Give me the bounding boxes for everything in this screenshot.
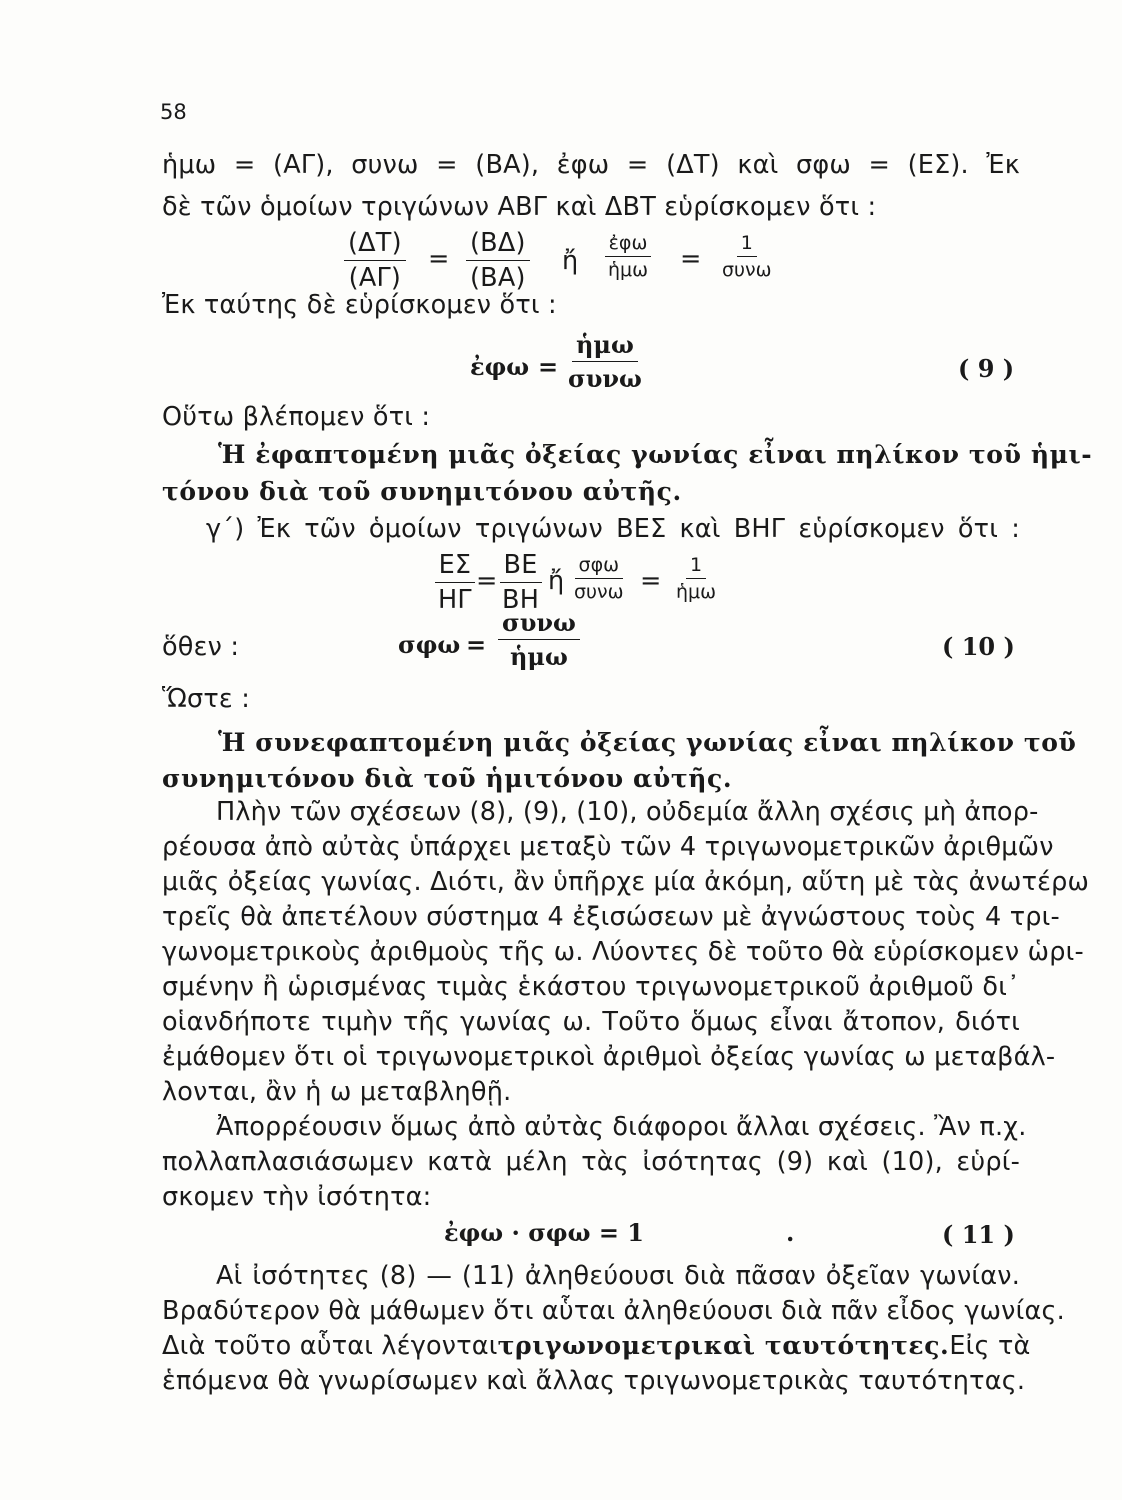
theorem-line: συνημιτόνου διὰ τοῦ ἡμιτόνου αὐτῆς. xyxy=(162,764,733,793)
text-run: Εἰς τὰ xyxy=(949,1331,1031,1361)
text-line: ἡμω = (ΑΓ), συνω = (ΒΑ), ἐφω = (ΔΤ) καὶ σφω = (ΕΣ). Ἐκ xyxy=(162,150,1020,180)
text-run: Διὰ τοῦτο αὗται λέγονται xyxy=(162,1331,498,1361)
paragraph-line: οἱανδήποτε τιμὴν τῆς γωνίας ω. Τοῦτο ὅμως εἶναι ἄτοπον, διότι xyxy=(162,1007,1020,1037)
or-word: ἤ xyxy=(548,566,565,596)
paragraph-line: Βραδύτερον θὰ μάθωμεν ὅτι αὗται ἀληθεύουσι διὰ πᾶν εἶδος γωνίας. xyxy=(162,1296,1065,1326)
text-line: Ἐκ ταύτης δὲ εὑρίσκομεν ὅτι : xyxy=(162,290,557,320)
equals-sign: = xyxy=(640,566,662,596)
paragraph-line: ρέουσα ἀπὸ αὐτὰς ὑπάρχει μεταξὺ τῶν 4 τριγωνομετρικῶν ἀριθμῶν xyxy=(162,832,1054,862)
equals-sign: = xyxy=(428,244,450,274)
fraction-1-imo: 1 ἡμω xyxy=(676,554,717,603)
or-word: ἤ xyxy=(562,246,579,276)
theorem-line: τόνου διὰ τοῦ συνημιτόνου αὐτῆς. xyxy=(162,477,682,506)
fraction-1-syno: 1 συνω xyxy=(722,232,772,281)
emphasized-term: τριγωνομετρικαὶ ταυτότητες. xyxy=(497,1331,950,1360)
paragraph-line: σκομεν τὴν ἰσότητα: xyxy=(162,1182,432,1212)
text-line: ὅθεν : xyxy=(162,632,240,662)
text-line: Ὥστε : xyxy=(162,684,250,714)
text-line: δὲ τῶν ὁμοίων τριγώνων ΑΒΓ καὶ ΔΒΤ εὑρίσκομεν ὅτι : xyxy=(162,192,877,222)
fraction-syno-imo: συνω ἡμω xyxy=(498,608,580,671)
fraction-dt-ag: $\frac{(\Delta T)}{(A\Gamma)}$ xyxy=(344,228,406,293)
paragraph-line: Αἱ ἰσότητες (8) — (11) ἀληθεύουσι διὰ πᾶσαν ὀξεῖαν γωνίαν. xyxy=(216,1261,1020,1291)
equation-expression: ἐφω · σφω = 1 xyxy=(444,1218,645,1247)
equation-number: ( 11 ) xyxy=(942,1220,1015,1249)
fraction-es-ig: $\frac{E\Sigma}{H\Gamma}$ xyxy=(434,550,476,615)
fraction-efo-imo: ἐφω ἡμω xyxy=(604,232,652,281)
equals-sign: = xyxy=(680,244,702,274)
paragraph-line: Πλὴν τῶν σχέσεων (8), (9), (10), οὐδεμία ἄλλη σχέσις μὴ ἀπορ- xyxy=(216,797,1039,827)
equals-sign: = xyxy=(538,352,559,381)
paragraph-line: πολλαπλασιάσωμεν κατὰ μέλη τὰς ἰσότητας (9) καὶ (10), εὑρί- xyxy=(162,1147,1020,1177)
paragraph-line: γωνομετρικοὺς ἀριθμοὺς τῆς ω. Λύοντες δὲ τοῦτο θὰ εὑρίσκομεν ὡρι- xyxy=(162,937,1084,967)
paragraph-line: ἑπόμενα θὰ γνωρίσωμεν καὶ ἄλλας τριγωνομετρικὰς ταυτότητας. xyxy=(162,1366,1026,1396)
theorem-line: Ἡ συνεφαπτομένη μιᾶς ὀξείας γωνίας εἶναι πηλίκον τοῦ xyxy=(218,728,1077,757)
fraction-be-bi: $\frac{BE}{BH}$ xyxy=(498,550,543,615)
text-line: γ΄) Ἐκ τῶν ὁμοίων τριγώνων ΒΕΣ καὶ ΒΗΓ εὑρίσκομεν ὅτι : xyxy=(206,514,1020,544)
text-line: Οὕτω βλέπομεν ὅτι : xyxy=(162,402,431,432)
equation-lhs: ἐφω xyxy=(470,352,530,381)
paragraph-line: σμένην ἢ ὡρισμένας τιμὰς ἑκάστου τριγωνομετρικοῦ ἀριθμοῦ δι᾽ xyxy=(162,972,1020,1002)
paragraph-line: ἐμάθομεν ὅτι οἱ τριγωνομετρικοὶ ἀριθμοὶ ὀξείας γωνίας ω μεταβάλ- xyxy=(162,1042,1056,1072)
equation-number: ( 10 ) xyxy=(942,632,1015,661)
paragraph-line xyxy=(162,1331,1031,1361)
theorem-line: Ἡ ἐφαπτομένη μιᾶς ὀξείας γωνίας εἶναι πηλίκον τοῦ ἡμι- xyxy=(218,440,1093,469)
paragraph-line: Ἀπορρέουσιν ὅμως ἀπὸ αὐτὰς διάφοροι ἄλλαι σχέσεις. Ἂν π.χ. xyxy=(216,1112,1027,1142)
page-number: 58 xyxy=(160,100,187,124)
equals-sign: = xyxy=(466,630,487,659)
paragraph-line: λονται, ἂν ἡ ω μεταβληθῇ. xyxy=(162,1077,512,1107)
paragraph-line: τρεῖς θὰ ἀπετέλουν σύστημα 4 ἐξισώσεων μὲ ἀγνώστους τοὺς 4 τρι- xyxy=(162,902,1060,932)
equation-dot: . xyxy=(786,1218,795,1247)
fraction-sfo-syno: σφω συνω xyxy=(574,554,624,603)
fraction-imo-syno: ἡμω συνω xyxy=(568,330,642,393)
fraction-bd-ba: $\frac{(B\Delta)}{(BA)}$ xyxy=(466,228,530,293)
equation-lhs: σφω xyxy=(398,630,461,659)
paragraph-line: μιᾶς ὀξείας γωνίας. Διότι, ἂν ὑπῆρχε μία ἀκόμη, αὕτη μὲ τὰς ἀνωτέρω xyxy=(162,867,1090,897)
equation-number: ( 9 ) xyxy=(958,354,1015,383)
equals-sign: = xyxy=(476,566,498,596)
